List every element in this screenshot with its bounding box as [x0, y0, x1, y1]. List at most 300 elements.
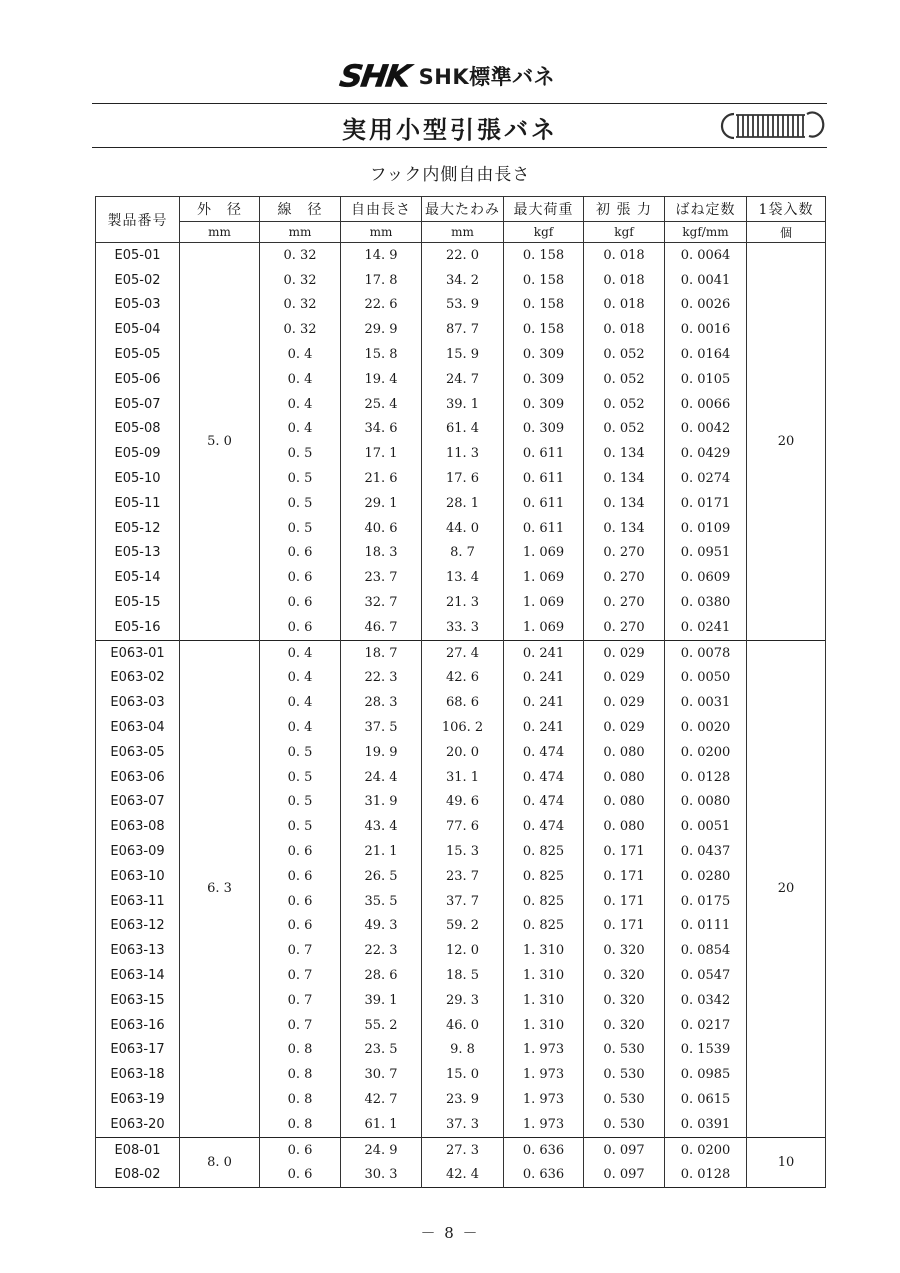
cell-free-length: 19. 4: [341, 367, 422, 392]
cell-free-length: 31. 9: [341, 790, 422, 815]
cell-initial-tension: 0. 320: [584, 963, 665, 988]
cell-product-number: E063-05: [96, 740, 180, 765]
cell-free-length: 22. 3: [341, 666, 422, 691]
cell-product-number: E063-15: [96, 988, 180, 1013]
cell-free-length: 42. 7: [341, 1087, 422, 1112]
cell-spring-rate: 0. 0109: [665, 516, 747, 541]
cell-product-number: E05-09: [96, 441, 180, 466]
cell-initial-tension: 0. 171: [584, 864, 665, 889]
col-header-max-deflection: 最大たわみ: [422, 197, 504, 222]
cell-wire-diameter: 0. 6: [260, 1137, 341, 1162]
cell-free-length: 23. 7: [341, 565, 422, 590]
cell-max-load: 0. 636: [504, 1137, 584, 1162]
cell-spring-rate: 0. 0200: [665, 740, 747, 765]
cell-product-number: E063-08: [96, 814, 180, 839]
cell-initial-tension: 0. 270: [584, 615, 665, 640]
page-number: － 8 －: [420, 1224, 480, 1242]
unit-qty-per-bag: 個: [747, 222, 826, 243]
cell-initial-tension: 0. 029: [584, 715, 665, 740]
cell-product-number: E063-07: [96, 790, 180, 815]
cell-max-load: 1. 310: [504, 963, 584, 988]
cell-product-number: E063-09: [96, 839, 180, 864]
cell-spring-rate: 0. 0380: [665, 590, 747, 615]
cell-wire-diameter: 0. 8: [260, 1038, 341, 1063]
cell-spring-rate: 0. 1539: [665, 1038, 747, 1063]
cell-max-deflection: 106. 2: [422, 715, 504, 740]
cell-max-deflection: 68. 6: [422, 690, 504, 715]
cell-wire-diameter: 0. 7: [260, 1013, 341, 1038]
cell-initial-tension: 0. 080: [584, 814, 665, 839]
cell-free-length: 55. 2: [341, 1013, 422, 1038]
cell-product-number: E05-08: [96, 417, 180, 442]
cell-max-deflection: 34. 2: [422, 268, 504, 293]
cell-free-length: 14. 9: [341, 243, 422, 268]
cell-free-length: 28. 3: [341, 690, 422, 715]
cell-spring-rate: 0. 0429: [665, 441, 747, 466]
cell-max-load: 0. 825: [504, 914, 584, 939]
cell-spring-rate: 0. 0217: [665, 1013, 747, 1038]
bottom-rule: [92, 147, 827, 148]
cell-wire-diameter: 0. 4: [260, 342, 341, 367]
cell-free-length: 19. 9: [341, 740, 422, 765]
cell-initial-tension: 0. 134: [584, 491, 665, 516]
cell-max-deflection: 42. 4: [422, 1162, 504, 1187]
cell-spring-rate: 0. 0080: [665, 790, 747, 815]
cell-max-load: 0. 241: [504, 666, 584, 691]
cell-max-deflection: 27. 3: [422, 1137, 504, 1162]
cell-wire-diameter: 0. 5: [260, 491, 341, 516]
cell-product-number: E063-06: [96, 765, 180, 790]
col-header-spring-rate: ばね定数: [665, 197, 747, 222]
cell-free-length: 24. 4: [341, 765, 422, 790]
cell-product-number: E05-02: [96, 268, 180, 293]
cell-spring-rate: 0. 0128: [665, 765, 747, 790]
brand-name: SHK標準バネ: [418, 65, 556, 89]
cell-product-number: E05-14: [96, 565, 180, 590]
cell-max-deflection: 17. 6: [422, 466, 504, 491]
table-row: [96, 243, 826, 268]
cell-spring-rate: 0. 0437: [665, 839, 747, 864]
cell-initial-tension: 0. 270: [584, 590, 665, 615]
cell-product-number: E08-01: [96, 1137, 180, 1162]
cell-product-number: E08-02: [96, 1162, 180, 1187]
row-group: [96, 1137, 826, 1188]
unit-outer-diameter: mm: [180, 222, 260, 243]
cell-free-length: 22. 3: [341, 938, 422, 963]
cell-spring-rate: 0. 0020: [665, 715, 747, 740]
cell-wire-diameter: 0. 4: [260, 715, 341, 740]
cell-spring-rate: 0. 0051: [665, 814, 747, 839]
cell-free-length: 18. 3: [341, 541, 422, 566]
cell-max-load: 0. 611: [504, 466, 584, 491]
cell-max-load: 0. 474: [504, 814, 584, 839]
unit-initial-tension: kgf: [584, 222, 665, 243]
cell-max-load: 1. 069: [504, 615, 584, 640]
cell-wire-diameter: 0. 6: [260, 1162, 341, 1187]
cell-wire-diameter: 0. 8: [260, 1087, 341, 1112]
cell-spring-rate: 0. 0050: [665, 666, 747, 691]
cell-product-number: E063-11: [96, 889, 180, 914]
col-header-max-load: 最大荷重: [504, 197, 584, 222]
cell-max-deflection: 53. 9: [422, 293, 504, 318]
cell-outer-diameter: 8. 0: [180, 1137, 260, 1188]
cell-product-number: E063-02: [96, 666, 180, 691]
cell-product-number: E063-12: [96, 914, 180, 939]
cell-spring-rate: 0. 0078: [665, 640, 747, 665]
cell-max-deflection: 8. 7: [422, 541, 504, 566]
cell-free-length: 18. 7: [341, 640, 422, 665]
row-group: [96, 243, 826, 641]
cell-max-deflection: 13. 4: [422, 565, 504, 590]
top-rule: [92, 103, 827, 104]
cell-max-deflection: 27. 4: [422, 640, 504, 665]
cell-max-deflection: 46. 0: [422, 1013, 504, 1038]
cell-initial-tension: 0. 097: [584, 1137, 665, 1162]
cell-spring-rate: 0. 0547: [665, 963, 747, 988]
cell-product-number: E05-01: [96, 243, 180, 268]
cell-max-load: 0. 309: [504, 417, 584, 442]
cell-max-deflection: 28. 1: [422, 491, 504, 516]
cell-spring-rate: 0. 0951: [665, 541, 747, 566]
cell-wire-diameter: 0. 6: [260, 839, 341, 864]
cell-max-load: 0. 611: [504, 491, 584, 516]
cell-spring-rate: 0. 0274: [665, 466, 747, 491]
cell-max-load: 0. 309: [504, 367, 584, 392]
cell-wire-diameter: 0. 6: [260, 914, 341, 939]
cell-spring-rate: 0. 0609: [665, 565, 747, 590]
cell-product-number: E05-07: [96, 392, 180, 417]
cell-max-deflection: 22. 0: [422, 243, 504, 268]
cell-qty-per-bag: 20: [747, 243, 826, 641]
cell-max-deflection: 15. 0: [422, 1062, 504, 1087]
cell-max-deflection: 31. 1: [422, 765, 504, 790]
cell-initial-tension: 0. 018: [584, 268, 665, 293]
cell-initial-tension: 0. 018: [584, 243, 665, 268]
cell-free-length: 24. 9: [341, 1137, 422, 1162]
brand-header: [337, 57, 556, 95]
col-header-free-length: 自由長さ: [341, 197, 422, 222]
cell-free-length: 30. 3: [341, 1162, 422, 1187]
subtitle: フック内側自由長さ: [369, 165, 531, 185]
cell-spring-rate: 0. 0026: [665, 293, 747, 318]
cell-max-load: 1. 973: [504, 1087, 584, 1112]
unit-spring-rate: kgf/mm: [665, 222, 747, 243]
cell-free-length: 29. 9: [341, 317, 422, 342]
cell-product-number: E05-03: [96, 293, 180, 318]
cell-qty-per-bag: 20: [747, 640, 826, 1137]
cell-wire-diameter: 0. 7: [260, 988, 341, 1013]
cell-max-deflection: 77. 6: [422, 814, 504, 839]
cell-max-load: 1. 069: [504, 541, 584, 566]
cell-product-number: E05-06: [96, 367, 180, 392]
cell-initial-tension: 0. 530: [584, 1038, 665, 1063]
cell-free-length: 22. 6: [341, 293, 422, 318]
cell-spring-rate: 0. 0615: [665, 1087, 747, 1112]
spring-spec-table: [95, 196, 826, 1188]
cell-product-number: E063-20: [96, 1112, 180, 1137]
cell-max-load: 1. 973: [504, 1112, 584, 1137]
shk-logo: SHK: [337, 57, 412, 95]
cell-max-deflection: 49. 6: [422, 790, 504, 815]
table-row: [96, 1137, 826, 1162]
cell-max-deflection: 9. 8: [422, 1038, 504, 1063]
unit-max-load: kgf: [504, 222, 584, 243]
cell-product-number: E05-11: [96, 491, 180, 516]
cell-wire-diameter: 0. 7: [260, 938, 341, 963]
cell-wire-diameter: 0. 6: [260, 541, 341, 566]
cell-product-number: E063-04: [96, 715, 180, 740]
cell-wire-diameter: 0. 4: [260, 392, 341, 417]
cell-max-deflection: 21. 3: [422, 590, 504, 615]
col-header-qty-per-bag: 1袋入数: [747, 197, 826, 222]
cell-initial-tension: 0. 530: [584, 1062, 665, 1087]
cell-spring-rate: 0. 0105: [665, 367, 747, 392]
cell-free-length: 29. 1: [341, 491, 422, 516]
cell-max-load: 0. 158: [504, 317, 584, 342]
cell-initial-tension: 0. 171: [584, 914, 665, 939]
cell-initial-tension: 0. 052: [584, 392, 665, 417]
cell-max-deflection: 61. 4: [422, 417, 504, 442]
row-group: [96, 640, 826, 1137]
cell-max-load: 1. 310: [504, 1013, 584, 1038]
cell-spring-rate: 0. 0111: [665, 914, 747, 939]
cell-max-load: 0. 825: [504, 889, 584, 914]
col-header-outer-diameter: 外 径: [180, 197, 260, 222]
cell-initial-tension: 0. 029: [584, 640, 665, 665]
col-header-initial-tension: 初 張 力: [584, 197, 665, 222]
cell-spring-rate: 0. 0985: [665, 1062, 747, 1087]
cell-free-length: 37. 5: [341, 715, 422, 740]
cell-spring-rate: 0. 0342: [665, 988, 747, 1013]
cell-wire-diameter: 0. 8: [260, 1062, 341, 1087]
cell-wire-diameter: 0. 5: [260, 466, 341, 491]
cell-wire-diameter: 0. 5: [260, 516, 341, 541]
cell-max-load: 0. 158: [504, 293, 584, 318]
cell-free-length: 21. 6: [341, 466, 422, 491]
cell-wire-diameter: 0. 5: [260, 814, 341, 839]
cell-max-load: 1. 973: [504, 1038, 584, 1063]
cell-initial-tension: 0. 029: [584, 690, 665, 715]
cell-spring-rate: 0. 0241: [665, 615, 747, 640]
cell-max-load: 0. 309: [504, 392, 584, 417]
cell-free-length: 40. 6: [341, 516, 422, 541]
cell-initial-tension: 0. 134: [584, 466, 665, 491]
cell-max-load: 1. 973: [504, 1062, 584, 1087]
cell-max-deflection: 23. 9: [422, 1087, 504, 1112]
cell-initial-tension: 0. 320: [584, 938, 665, 963]
cell-max-load: 0. 309: [504, 342, 584, 367]
cell-spring-rate: 0. 0175: [665, 889, 747, 914]
cell-product-number: E063-19: [96, 1087, 180, 1112]
cell-max-deflection: 15. 3: [422, 839, 504, 864]
cell-wire-diameter: 0. 32: [260, 268, 341, 293]
cell-wire-diameter: 0. 4: [260, 640, 341, 665]
cell-max-load: 0. 241: [504, 690, 584, 715]
cell-max-deflection: 24. 7: [422, 367, 504, 392]
cell-free-length: 25. 4: [341, 392, 422, 417]
cell-outer-diameter: 6. 3: [180, 640, 260, 1137]
cell-wire-diameter: 0. 5: [260, 740, 341, 765]
col-header-product-number: 製品番号: [96, 197, 180, 243]
cell-free-length: 28. 6: [341, 963, 422, 988]
cell-initial-tension: 0. 134: [584, 516, 665, 541]
cell-wire-diameter: 0. 6: [260, 615, 341, 640]
unit-wire-diameter: mm: [260, 222, 341, 243]
cell-spring-rate: 0. 0164: [665, 342, 747, 367]
cell-wire-diameter: 0. 4: [260, 666, 341, 691]
cell-initial-tension: 0. 052: [584, 342, 665, 367]
unit-free-length: mm: [341, 222, 422, 243]
cell-product-number: E063-13: [96, 938, 180, 963]
cell-qty-per-bag: 10: [747, 1137, 826, 1188]
cell-spring-rate: 0. 0391: [665, 1112, 747, 1137]
cell-free-length: 46. 7: [341, 615, 422, 640]
cell-wire-diameter: 0. 32: [260, 317, 341, 342]
cell-wire-diameter: 0. 4: [260, 367, 341, 392]
cell-max-deflection: 11. 3: [422, 441, 504, 466]
cell-free-length: 34. 6: [341, 417, 422, 442]
cell-max-deflection: 15. 9: [422, 342, 504, 367]
cell-initial-tension: 0. 270: [584, 565, 665, 590]
cell-wire-diameter: 0. 6: [260, 590, 341, 615]
col-header-wire-diameter: 線 径: [260, 197, 341, 222]
cell-max-load: 1. 310: [504, 988, 584, 1013]
cell-free-length: 21. 1: [341, 839, 422, 864]
cell-spring-rate: 0. 0280: [665, 864, 747, 889]
cell-max-load: 0. 158: [504, 243, 584, 268]
cell-max-deflection: 20. 0: [422, 740, 504, 765]
cell-max-load: 1. 069: [504, 565, 584, 590]
cell-initial-tension: 0. 029: [584, 666, 665, 691]
cell-spring-rate: 0. 0854: [665, 938, 747, 963]
cell-product-number: E063-17: [96, 1038, 180, 1063]
cell-free-length: 49. 3: [341, 914, 422, 939]
cell-wire-diameter: 0. 6: [260, 889, 341, 914]
cell-initial-tension: 0. 134: [584, 441, 665, 466]
cell-free-length: 61. 1: [341, 1112, 422, 1137]
cell-max-deflection: 42. 6: [422, 666, 504, 691]
cell-spring-rate: 0. 0041: [665, 268, 747, 293]
cell-spring-rate: 0. 0066: [665, 392, 747, 417]
cell-free-length: 30. 7: [341, 1062, 422, 1087]
cell-max-load: 0. 241: [504, 640, 584, 665]
cell-free-length: 35. 5: [341, 889, 422, 914]
cell-initial-tension: 0. 320: [584, 988, 665, 1013]
cell-max-deflection: 29. 3: [422, 988, 504, 1013]
cell-spring-rate: 0. 0200: [665, 1137, 747, 1162]
cell-free-length: 23. 5: [341, 1038, 422, 1063]
cell-max-deflection: 37. 7: [422, 889, 504, 914]
cell-initial-tension: 0. 052: [584, 417, 665, 442]
cell-free-length: 17. 1: [341, 441, 422, 466]
cell-max-load: 0. 474: [504, 765, 584, 790]
cell-max-deflection: 33. 3: [422, 615, 504, 640]
cell-wire-diameter: 0. 32: [260, 293, 341, 318]
page-title: 実用小型引張バネ: [342, 116, 558, 144]
cell-free-length: 26. 5: [341, 864, 422, 889]
cell-product-number: E05-05: [96, 342, 180, 367]
cell-max-deflection: 87. 7: [422, 317, 504, 342]
cell-product-number: E05-15: [96, 590, 180, 615]
cell-max-load: 1. 069: [504, 590, 584, 615]
cell-initial-tension: 0. 080: [584, 765, 665, 790]
cell-wire-diameter: 0. 7: [260, 963, 341, 988]
cell-product-number: E063-18: [96, 1062, 180, 1087]
cell-wire-diameter: 0. 4: [260, 417, 341, 442]
cell-wire-diameter: 0. 6: [260, 864, 341, 889]
cell-product-number: E05-10: [96, 466, 180, 491]
cell-initial-tension: 0. 171: [584, 889, 665, 914]
cell-initial-tension: 0. 320: [584, 1013, 665, 1038]
unit-max-deflection: mm: [422, 222, 504, 243]
cell-wire-diameter: 0. 4: [260, 690, 341, 715]
cell-product-number: E063-10: [96, 864, 180, 889]
cell-max-deflection: 37. 3: [422, 1112, 504, 1137]
cell-spring-rate: 0. 0128: [665, 1162, 747, 1187]
cell-max-load: 0. 158: [504, 268, 584, 293]
cell-wire-diameter: 0. 5: [260, 790, 341, 815]
cell-initial-tension: 0. 171: [584, 839, 665, 864]
cell-initial-tension: 0. 080: [584, 790, 665, 815]
cell-wire-diameter: 0. 5: [260, 765, 341, 790]
cell-product-number: E063-01: [96, 640, 180, 665]
cell-free-length: 32. 7: [341, 590, 422, 615]
cell-product-number: E063-16: [96, 1013, 180, 1038]
cell-max-load: 0. 241: [504, 715, 584, 740]
cell-max-load: 0. 611: [504, 516, 584, 541]
cell-max-load: 0. 474: [504, 740, 584, 765]
cell-product-number: E05-12: [96, 516, 180, 541]
cell-spring-rate: 0. 0064: [665, 243, 747, 268]
cell-free-length: 43. 4: [341, 814, 422, 839]
cell-initial-tension: 0. 530: [584, 1087, 665, 1112]
cell-wire-diameter: 0. 8: [260, 1112, 341, 1137]
table-row: [96, 640, 826, 665]
cell-max-load: 1. 310: [504, 938, 584, 963]
cell-initial-tension: 0. 018: [584, 293, 665, 318]
cell-max-deflection: 39. 1: [422, 392, 504, 417]
cell-spring-rate: 0. 0042: [665, 417, 747, 442]
cell-initial-tension: 0. 530: [584, 1112, 665, 1137]
cell-max-load: 0. 611: [504, 441, 584, 466]
cell-max-deflection: 12. 0: [422, 938, 504, 963]
cell-product-number: E05-16: [96, 615, 180, 640]
cell-initial-tension: 0. 080: [584, 740, 665, 765]
cell-max-load: 0. 825: [504, 864, 584, 889]
cell-initial-tension: 0. 097: [584, 1162, 665, 1187]
cell-product-number: E063-14: [96, 963, 180, 988]
cell-max-deflection: 59. 2: [422, 914, 504, 939]
cell-max-deflection: 18. 5: [422, 963, 504, 988]
cell-initial-tension: 0. 018: [584, 317, 665, 342]
cell-wire-diameter: 0. 5: [260, 441, 341, 466]
cell-spring-rate: 0. 0016: [665, 317, 747, 342]
cell-wire-diameter: 0. 6: [260, 565, 341, 590]
cell-wire-diameter: 0. 32: [260, 243, 341, 268]
tension-spring-icon: [716, 110, 828, 142]
cell-max-load: 0. 474: [504, 790, 584, 815]
cell-max-deflection: 23. 7: [422, 864, 504, 889]
cell-product-number: E05-13: [96, 541, 180, 566]
cell-spring-rate: 0. 0031: [665, 690, 747, 715]
cell-spring-rate: 0. 0171: [665, 491, 747, 516]
cell-product-number: E063-03: [96, 690, 180, 715]
cell-max-deflection: 44. 0: [422, 516, 504, 541]
cell-outer-diameter: 5. 0: [180, 243, 260, 641]
cell-max-load: 0. 636: [504, 1162, 584, 1187]
cell-free-length: 17. 8: [341, 268, 422, 293]
cell-initial-tension: 0. 270: [584, 541, 665, 566]
